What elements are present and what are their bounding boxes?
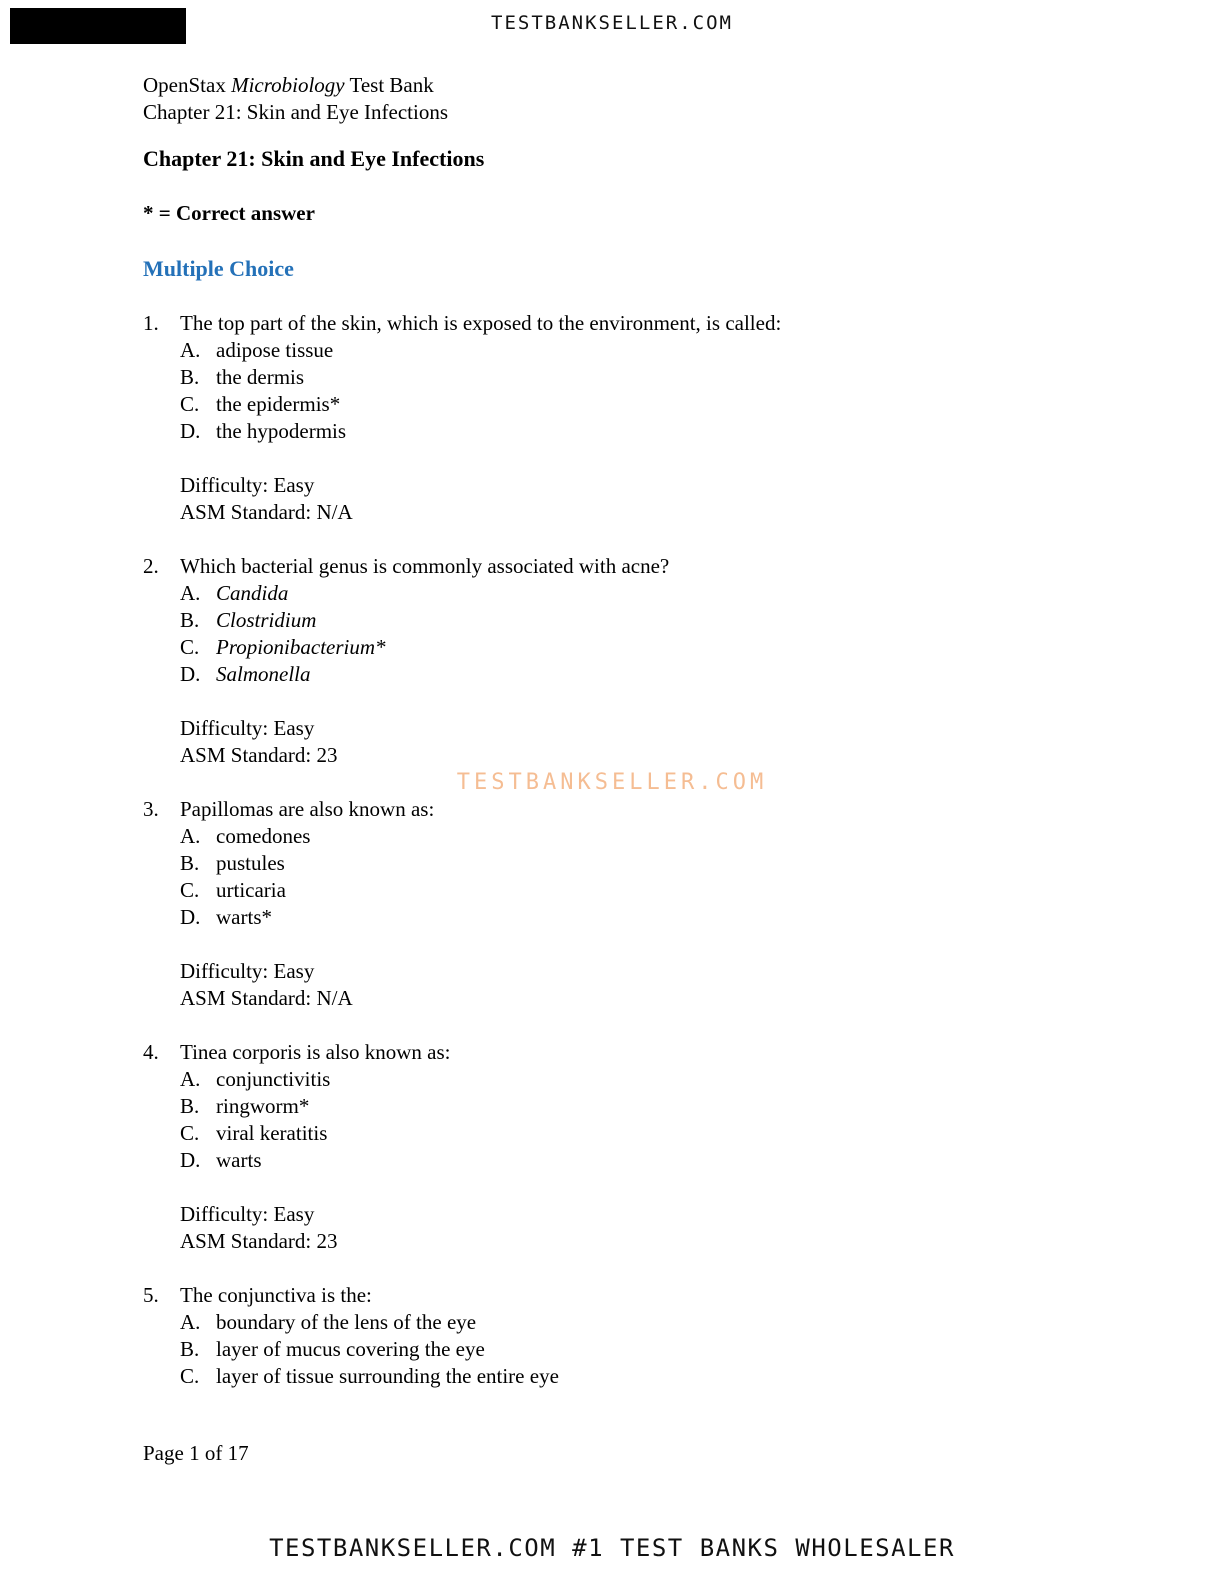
question-text: The conjunctiva is the: [180, 1283, 372, 1307]
page-number: Page 1 of 17 [143, 1441, 249, 1465]
doc-header-prefix: OpenStax [143, 73, 232, 97]
option-letter: B. [180, 365, 200, 389]
options-list [180, 337, 1088, 445]
option-text: Propionibacterium* [216, 635, 386, 659]
option-c [180, 877, 1088, 904]
section-heading-multiple-choice: Multiple Choice [143, 256, 294, 281]
option-text: conjunctivitis [216, 1067, 331, 1091]
option-text: urticaria [216, 878, 286, 902]
option-letter: C. [180, 635, 200, 659]
option-b [180, 850, 1088, 877]
options-list [180, 580, 1088, 688]
option-b [180, 364, 1088, 391]
option-text: the hypodermis [216, 419, 347, 443]
question-3 [143, 796, 1088, 1012]
option-letter: A. [180, 338, 201, 362]
question-2 [143, 553, 1088, 769]
option-c [180, 1120, 1088, 1147]
option-letter: B. [180, 1337, 200, 1361]
question-meta [180, 472, 1088, 526]
asm-standard-line: ASM Standard: 23 [180, 1229, 338, 1253]
option-text: viral keratitis [216, 1121, 328, 1145]
question-text: The top part of the skin, which is exposed to the environment, is called: [180, 311, 782, 335]
option-c [180, 1363, 1088, 1390]
option-letter: B. [180, 608, 200, 632]
question-meta [180, 958, 1088, 1012]
option-text: Clostridium [216, 608, 317, 632]
option-letter: D. [180, 905, 201, 929]
option-b [180, 1336, 1088, 1363]
option-letter: A. [180, 824, 201, 848]
doc-header-line-1 [143, 72, 1088, 99]
difficulty-line: Difficulty: Easy [180, 716, 315, 740]
option-a [180, 337, 1088, 364]
question-number: 4. [143, 1040, 159, 1064]
question-text: Tinea corporis is also known as: [180, 1040, 451, 1064]
option-d [180, 904, 1088, 931]
question-text: Papillomas are also known as: [180, 797, 435, 821]
option-text: the epidermis* [216, 392, 341, 416]
option-c [180, 391, 1088, 418]
asm-standard-line: ASM Standard: N/A [180, 500, 353, 524]
asm-standard-line: ASM Standard: N/A [180, 986, 353, 1010]
question-line [143, 1282, 1088, 1309]
option-letter: C. [180, 392, 200, 416]
difficulty-line: Difficulty: Easy [180, 473, 315, 497]
question-text: Which bacterial genus is commonly associated with acne? [180, 554, 670, 578]
options-list [180, 1066, 1088, 1174]
option-b [180, 1093, 1088, 1120]
bottom-banner-text: TESTBANKSELLER.COM #1 TEST BANKS WHOLESALER [269, 1534, 955, 1562]
option-text: warts [216, 1148, 262, 1172]
question-number: 1. [143, 311, 159, 335]
option-letter: A. [180, 1310, 201, 1334]
difficulty-line: Difficulty: Easy [180, 959, 315, 983]
doc-header-book-title: Microbiology [231, 73, 345, 97]
document-body [143, 72, 1088, 1390]
option-letter: D. [180, 662, 201, 686]
option-letter: C. [180, 1121, 200, 1145]
option-text: Candida [216, 581, 289, 605]
option-letter: C. [180, 878, 200, 902]
asm-standard-line: ASM Standard: 23 [180, 743, 338, 767]
question-line [143, 1039, 1088, 1066]
doc-header-suffix: Test Bank [344, 73, 434, 97]
option-b [180, 607, 1088, 634]
watermark-text: TESTBANKSELLER.COM [456, 770, 768, 795]
option-letter: B. [180, 1094, 200, 1118]
option-text: warts* [216, 905, 272, 929]
answer-key-note: * = Correct answer [143, 201, 315, 225]
question-meta [180, 1201, 1088, 1255]
question-meta [180, 715, 1088, 769]
question-number: 2. [143, 554, 159, 578]
question-line [143, 310, 1088, 337]
question-number: 3. [143, 797, 159, 821]
option-text: adipose tissue [216, 338, 334, 362]
question-number: 5. [143, 1283, 159, 1307]
question-line [143, 553, 1088, 580]
option-text: Salmonella [216, 662, 311, 686]
options-list [180, 1309, 1088, 1390]
question-line [143, 796, 1088, 823]
top-banner-text: TESTBANKSELLER.COM [491, 12, 733, 34]
option-letter: D. [180, 419, 201, 443]
option-text: layer of mucus covering the eye [216, 1337, 485, 1361]
question-1 [143, 310, 1088, 526]
option-a [180, 823, 1088, 850]
options-list [180, 823, 1088, 931]
difficulty-line: Difficulty: Easy [180, 1202, 315, 1226]
option-d [180, 1147, 1088, 1174]
option-text: pustules [216, 851, 285, 875]
option-a [180, 1066, 1088, 1093]
option-letter: A. [180, 1067, 201, 1091]
option-text: comedones [216, 824, 311, 848]
option-c [180, 634, 1088, 661]
option-text: the dermis [216, 365, 305, 389]
option-letter: D. [180, 1148, 201, 1172]
option-d [180, 418, 1088, 445]
question-4 [143, 1039, 1088, 1255]
question-5 [143, 1282, 1088, 1390]
option-a [180, 580, 1088, 607]
option-a [180, 1309, 1088, 1336]
option-letter: A. [180, 581, 201, 605]
option-d [180, 661, 1088, 688]
doc-header-line-2: Chapter 21: Skin and Eye Infections [143, 100, 449, 124]
option-text: boundary of the lens of the eye [216, 1310, 477, 1334]
option-letter: C. [180, 1364, 200, 1388]
option-text: layer of tissue surrounding the entire eye [216, 1364, 559, 1388]
option-text: ringworm* [216, 1094, 310, 1118]
option-letter: B. [180, 851, 200, 875]
chapter-title: Chapter 21: Skin and Eye Infections [143, 146, 485, 171]
